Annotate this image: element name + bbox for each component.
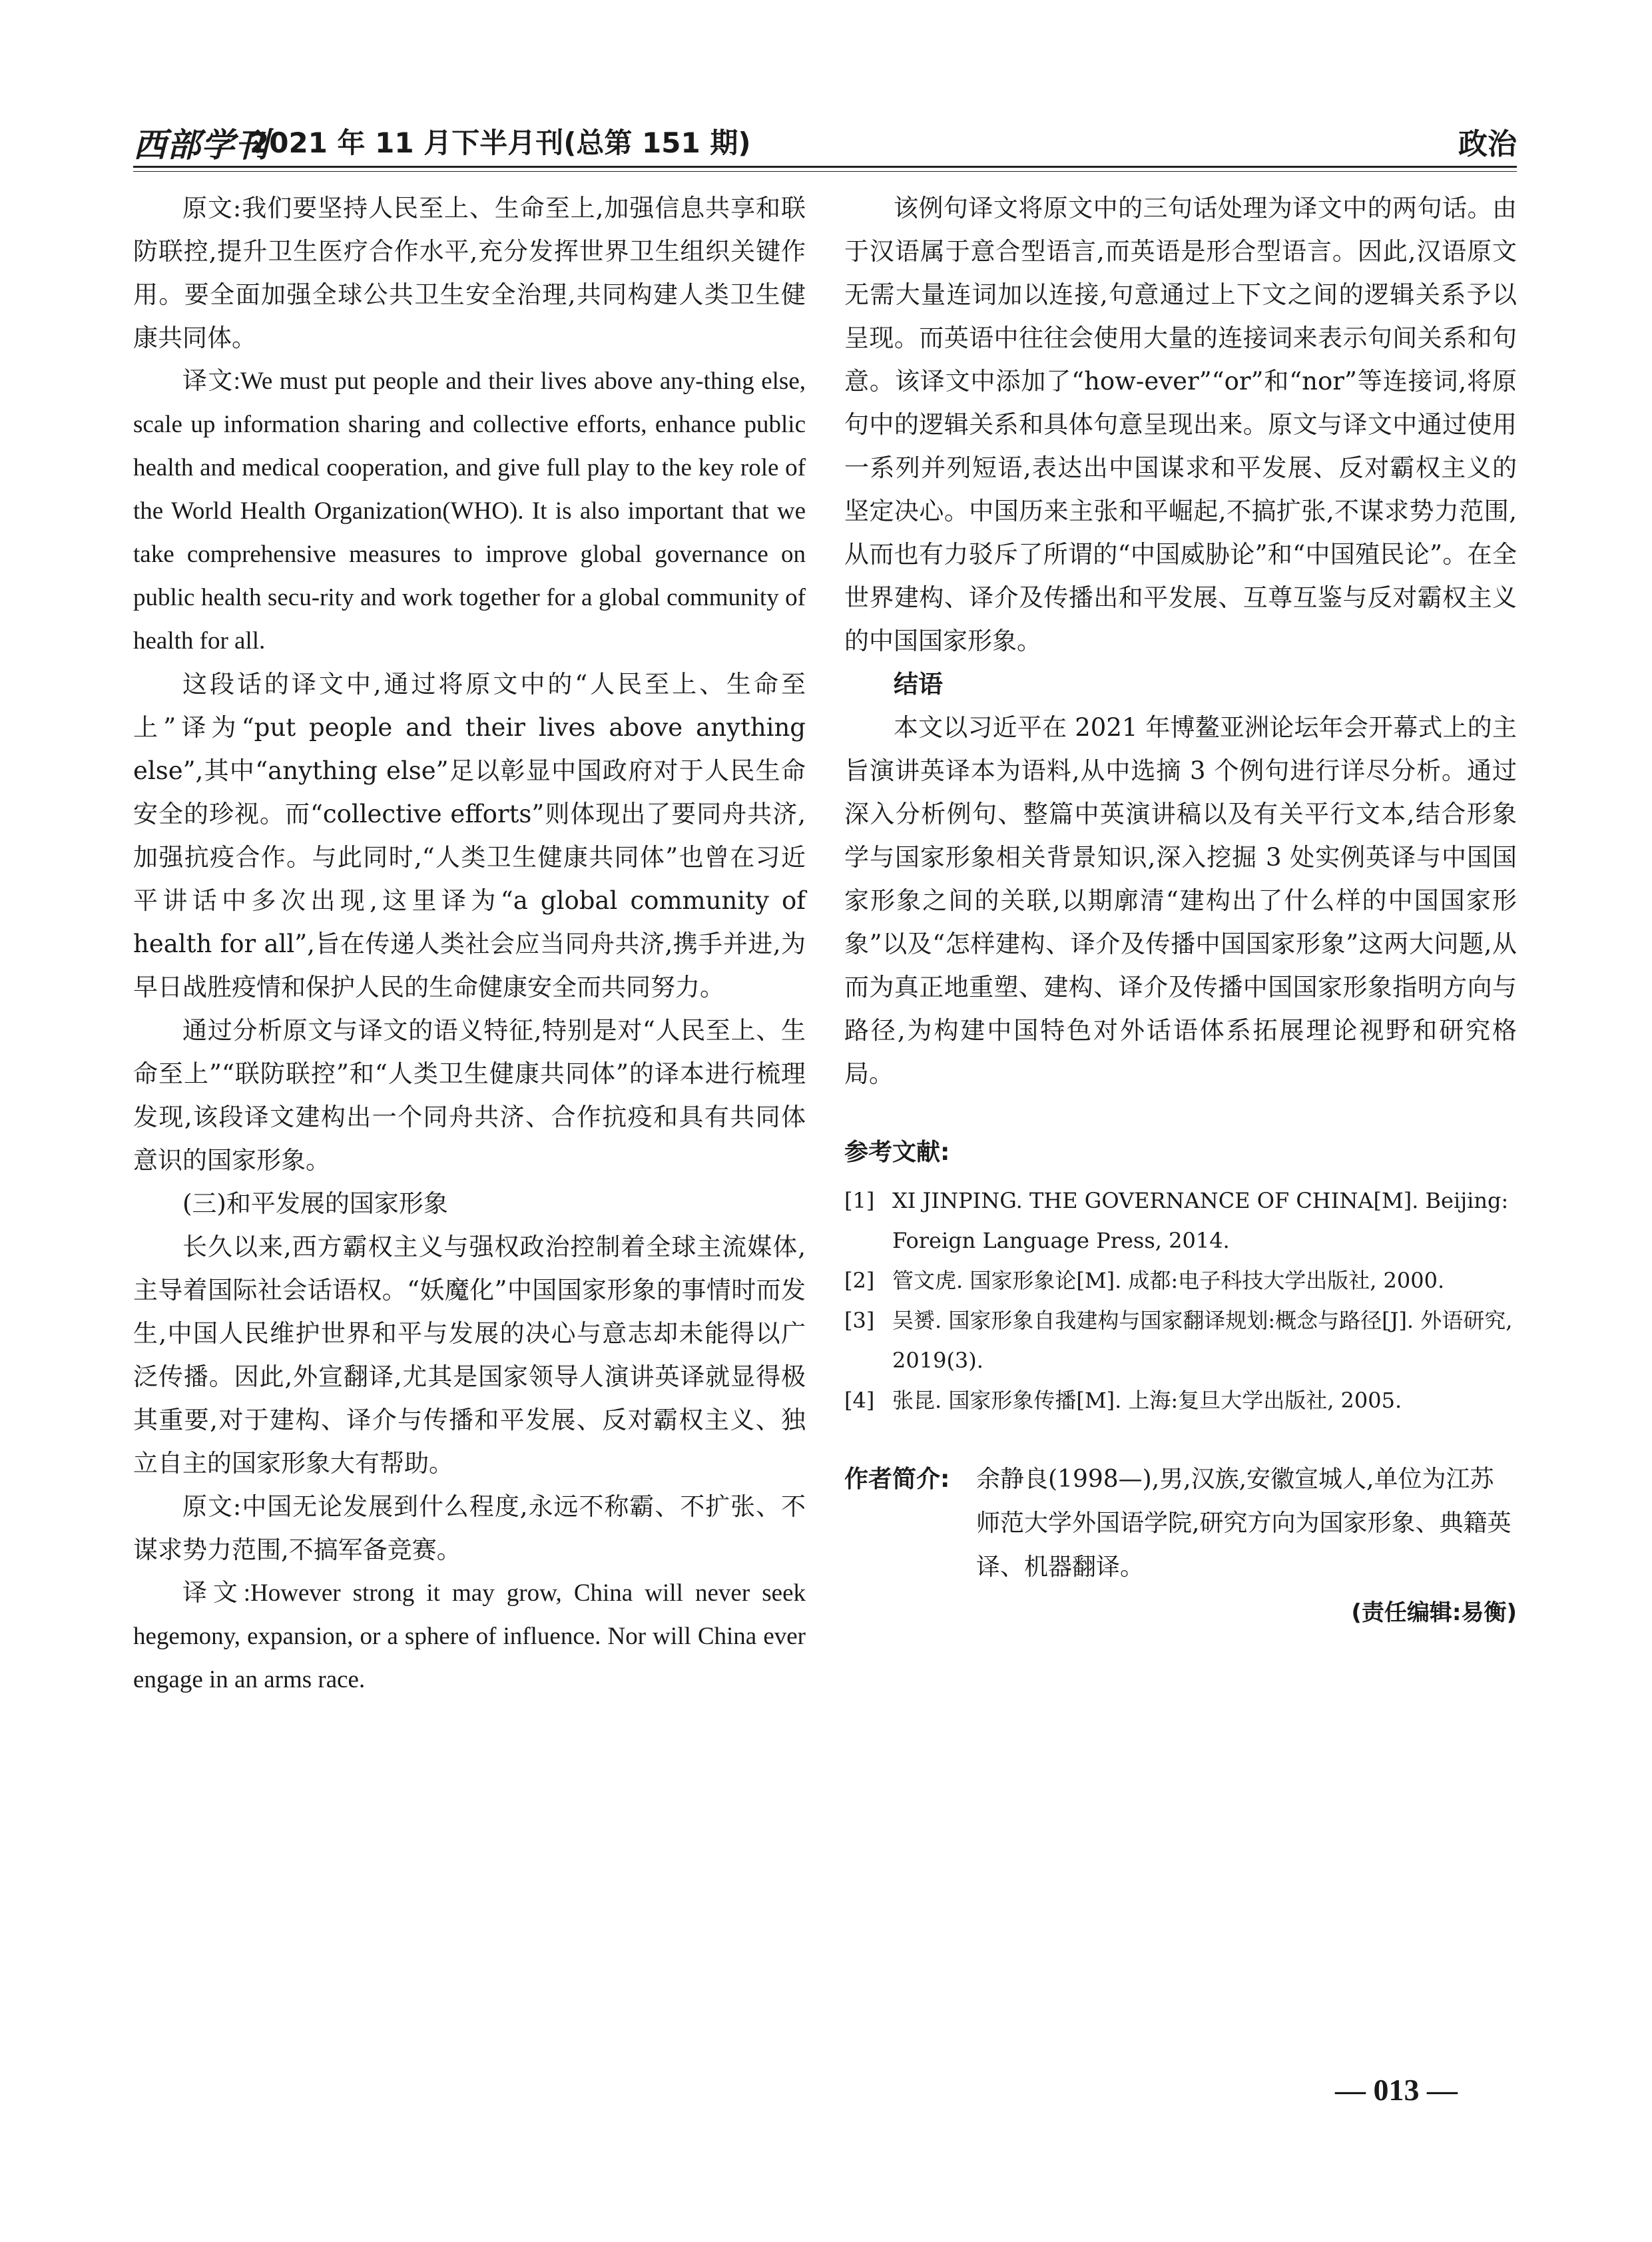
- reference-item: [2] 管文虎. 国家形象论[M]. 成都:电子科技大学出版社, 2000.: [844, 1268, 1445, 1293]
- section-label: 政治: [1458, 127, 1517, 161]
- issue-info: 2021 年 11 月下半月刊(总第 151 期): [250, 127, 751, 159]
- header-rule: [133, 166, 1517, 168]
- editor-note: (责任编辑:易衡): [1351, 1599, 1517, 1626]
- reference-item: [4] 张昆. 国家形象传播[M]. 上海:复旦大学出版社, 2005.: [844, 1388, 1402, 1413]
- subsection-heading: (三)和平发展的国家形象: [182, 1189, 448, 1218]
- references-list: [844, 1181, 1517, 1420]
- author-bio-text: 余静良(1998—),男,汉族,安徽宣城人,单位为江苏师范大学外国语学院,研究方向为国家形象、典籍英译、机器翻译。: [976, 1466, 1512, 1581]
- left-column: [133, 186, 806, 1701]
- author-bio-label: 作者简介:: [844, 1466, 950, 1493]
- right-column: [844, 186, 1517, 1633]
- references-title: 参考文献:: [844, 1139, 950, 1166]
- paragraph-translation-1: 译文:We must put people and their lives above any-thing else, scale up information sharing and collective efforts, enhance public health and medical cooperation, and give full play to the key role of the World Health Organization(WHO). It is also important that we take comprehensive measures to improve global governance on public health secu-rity and work together for a global community of health for all.: [133, 368, 806, 655]
- author-bio: [844, 1458, 1517, 1589]
- reference-item: [1] XI JINPING. THE GOVERNANCE OF CHINA[M]. Beijing: Foreign Language Press, 2014.: [844, 1188, 1509, 1253]
- page-number: — 013 —: [1335, 2073, 1458, 2107]
- conclusion-heading: 结语: [894, 670, 943, 699]
- paragraph-context: 长久以来,西方霸权主义与强权政治控制着全球主流媒体,主导着国际社会话语权。“妖魔化”中国国家形象的事情时而发生,中国人民维护世界和平与发展的决心与意志却未能得以广泛传播。因此,外宣翻译,尤其是国家领导人演讲英译就显得极其重要,对于建构、译介与传播和平发展、反对霸权主义、独立自主的国家形象大有帮助。: [133, 1233, 806, 1478]
- header-rule-thin: [133, 171, 1517, 172]
- reference-item: [3] 吴赟. 国家形象自我建构与国家翻译规划:概念与路径[J]. 外语研究, 2019(3).: [844, 1308, 1513, 1373]
- journal-masthead: 西部学刊: [133, 125, 269, 164]
- paragraph-analysis-1: 这段话的译文中,通过将原文中的“人民至上、生命至上”译为“put people and their lives above anything else”,其中“anything else”足以彰显中国政府对于人民生命安全的珍视。而“collective efforts”则体现出了要同舟共济,加强抗疫合作。与此同时,“人类卫生健康共同体”也曾在习近平讲话中多次出现,这里译为“a global community of health for all”,旨在传递人类社会应当同舟共济,携手并进,为早日战胜疫情和保护人民的生命健康安全而共同努力。: [133, 670, 806, 1001]
- paragraph-source-2: 原文:中国无论发展到什么程度,永远不称霸、不扩张、不谋求势力范围,不搞军备竞赛。: [133, 1492, 806, 1564]
- paragraph-translation-2: 译文:However strong it may grow, China will never seek hegemony, expansion, or a sphere of influence. Nor will China ever engage in an arms race.: [133, 1579, 806, 1693]
- page-header: [133, 119, 1517, 164]
- paragraph-source-1: 原文:我们要坚持人民至上、生命至上,加强信息共享和联防联控,提升卫生医疗合作水平,充分发挥世界卫生组织关键作用。要全面加强全球公共卫生安全治理,共同构建人类卫生健康共同体。: [133, 194, 806, 352]
- paragraph-analysis-3: 该例句译文将原文中的三句话处理为译文中的两句话。由于汉语属于意合型语言,而英语是形合型语言。因此,汉语原文无需大量连词加以连接,句意通过上下文之间的逻辑关系予以呈现。而英语中往往会使用大量的连接词来表示句间关系和句意。该译文中添加了“how-ever”“or”和“nor”等连接词,将原句中的逻辑关系和具体句意呈现出来。原文与译文中通过使用一系列并列短语,表达出中国谋求和平发展、反对霸权主义的坚定决心。中国历来主张和平崛起,不搞扩张,不谋求势力范围,从而也有力驳斥了所谓的“中国威胁论”和“中国殖民论”。在全世界建构、译介及传播出和平发展、互尊互鉴与反对霸权主义的中国国家形象。: [844, 194, 1517, 655]
- paragraph-analysis-2: 通过分析原文与译文的语义特征,特别是对“人民至上、生命至上”“联防联控”和“人类卫生健康共同体”的译本进行梳理发现,该段译文建构出一个同舟共济、合作抗疫和具有共同体意识的国家形象。: [133, 1016, 806, 1175]
- paragraph-conclusion: 本文以习近平在 2021 年博鳌亚洲论坛年会开幕式上的主旨演讲英译本为语料,从中选摘 3 个例句进行详尽分析。通过深入分析例句、整篇中英演讲稿以及有关平行文本,结合形象学与国家形象相关背景知识,深入挖掘 3 处实例英译与中国国家形象之间的关联,以期廓清“建构出了什么样的中国国家形象”以及“怎样建构、译介及传播中国国家形象”这两大问题,从而为真正地重塑、建构、译介及传播中国国家形象指明方向与路径,为构建中国特色对外话语体系拓展理论视野和研究格局。: [844, 713, 1517, 1088]
